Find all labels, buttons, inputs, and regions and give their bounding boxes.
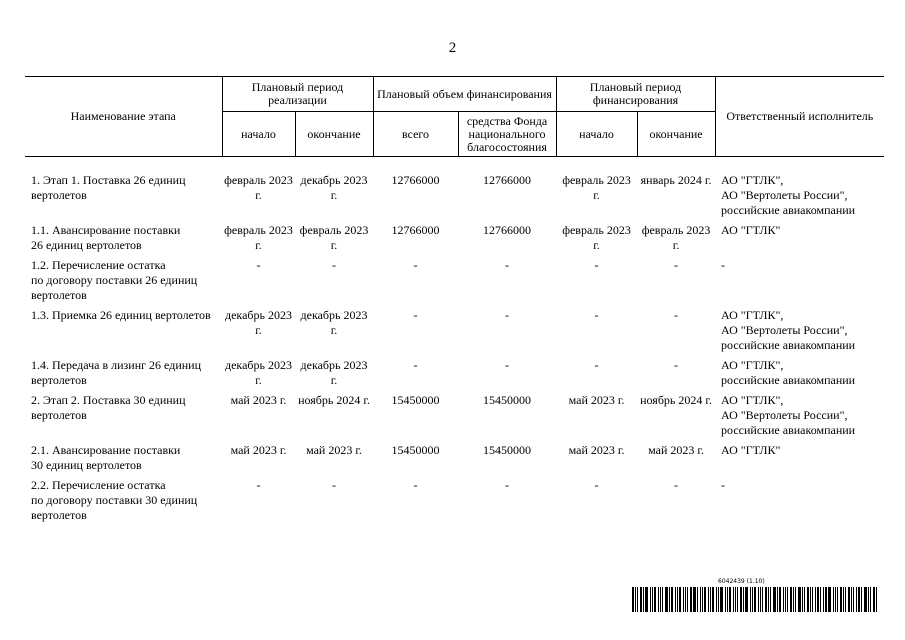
barcode xyxy=(632,579,882,612)
cell-fund: - xyxy=(505,258,510,272)
cell-responsible: - xyxy=(721,478,726,492)
cell-responsible: АО "ГТЛК", АО "Вертолеты России", российские авиакомпании xyxy=(721,173,856,217)
cell-fin-start: май 2023 г. xyxy=(568,443,625,457)
cell-total: - xyxy=(413,308,418,322)
cell-fin-start: февраль 2023 г. xyxy=(562,173,631,202)
header-stage-name: Наименование этапа xyxy=(25,77,222,157)
header-fin-end: окончание xyxy=(637,112,715,157)
header-fund-source: средства Фонда национального благосостояния xyxy=(458,112,556,157)
cell-total: - xyxy=(413,258,418,272)
cell-impl-start: декабрь 2023 г. xyxy=(225,358,292,387)
cell-impl-end: декабрь 2023 г. xyxy=(300,173,368,202)
cell-impl-start: май 2023 г. xyxy=(230,443,287,457)
header-funding-volume: Плановый объем финансирования xyxy=(373,77,556,112)
cell-impl-end: - xyxy=(332,258,336,272)
table-row xyxy=(25,478,884,528)
cell-impl-end: декабрь 2023 г. xyxy=(300,308,368,337)
table-row xyxy=(25,443,884,478)
cell-fin-start: - xyxy=(594,358,599,372)
barcode-bars xyxy=(632,587,882,612)
cell-name: 2.1. Авансирование поставки 30 единиц вертолетов xyxy=(31,443,181,472)
cell-fin-start: - xyxy=(594,258,599,272)
cell-name: 2.2. Перечисление остатка по договору поставки 30 единиц вертолетов xyxy=(31,478,198,522)
cell-fin-start: февраль 2023 г. xyxy=(562,223,631,252)
cell-fin-start: - xyxy=(594,478,599,492)
cell-impl-end: декабрь 2023 г. xyxy=(300,358,368,387)
cell-fin-end: - xyxy=(674,478,679,492)
cell-responsible: АО "ГТЛК" xyxy=(721,443,781,457)
cell-fin-end: май 2023 г. xyxy=(648,443,704,457)
cell-total: 12766000 xyxy=(391,173,440,187)
cell-fin-end: - xyxy=(674,358,679,372)
cell-fin-end: - xyxy=(674,308,679,322)
cell-fin-end: ноябрь 2024 г. xyxy=(640,393,712,407)
cell-name: 1.2. Перечисление остатка по договору поставки 26 единиц вертолетов xyxy=(31,258,198,302)
cell-impl-end: - xyxy=(332,478,336,492)
cell-impl-end: февраль 2023 г. xyxy=(299,223,369,252)
cell-impl-start: февраль 2023 г. xyxy=(224,173,293,202)
cell-responsible: АО "ГТЛК" xyxy=(721,223,781,237)
cell-total: 15450000 xyxy=(391,443,440,457)
header-impl-start: начало xyxy=(222,112,295,157)
cell-impl-start: февраль 2023 г. xyxy=(224,223,293,252)
cell-fund: 12766000 xyxy=(483,173,532,187)
table-row xyxy=(25,393,884,443)
cell-fund: - xyxy=(505,308,510,322)
cell-impl-start: - xyxy=(256,478,261,492)
cell-name: 1.3. Приемка 26 единиц вертолетов xyxy=(31,308,211,322)
cell-fund: - xyxy=(505,478,510,492)
table-row xyxy=(25,258,884,308)
cell-fin-end: - xyxy=(674,258,679,272)
cell-fin-end: январь 2024 г. xyxy=(640,173,712,187)
header-impl-end: окончание xyxy=(295,112,373,157)
header-total: всего xyxy=(373,112,458,157)
cell-fin-start: май 2023 г. xyxy=(568,393,625,407)
cell-impl-start: май 2023 г. xyxy=(230,393,287,407)
cell-fin-start: - xyxy=(594,308,599,322)
table-row xyxy=(25,308,884,358)
cell-responsible: АО "ГТЛК", российские авиакомпании xyxy=(721,358,856,387)
table-row xyxy=(25,358,884,393)
cell-impl-start: декабрь 2023 г. xyxy=(225,308,292,337)
cell-name: 2. Этап 2. Поставка 30 единиц вертолетов xyxy=(31,393,186,422)
cell-impl-start: - xyxy=(256,258,261,272)
cell-fin-end: февраль 2023 г. xyxy=(641,223,711,252)
cell-fund: 15450000 xyxy=(483,443,532,457)
cell-fund: - xyxy=(505,358,510,372)
cell-name: 1.1. Авансирование поставки 26 единиц вертолетов xyxy=(31,223,181,252)
page-number: 2 xyxy=(448,40,457,56)
cell-impl-end: май 2023 г. xyxy=(306,443,362,457)
cell-responsible: АО "ГТЛК", АО "Вертолеты России", российские авиакомпании xyxy=(721,308,856,352)
header-funding-period: Плановый период финансирования xyxy=(556,77,715,112)
header-impl-period: Плановый период реализации xyxy=(222,77,373,112)
table-row xyxy=(25,157,884,224)
cell-responsible: - xyxy=(721,258,726,272)
cell-fund: 12766000 xyxy=(483,223,532,237)
header-responsible: Ответственный исполнитель xyxy=(715,77,884,157)
cell-name: 1. Этап 1. Поставка 26 единиц вертолетов xyxy=(31,173,186,202)
cell-total: - xyxy=(413,478,418,492)
cell-impl-end: ноябрь 2024 г. xyxy=(298,393,370,407)
cell-fund: 15450000 xyxy=(483,393,532,407)
stages-table xyxy=(25,76,884,528)
table-row xyxy=(25,223,884,258)
cell-name: 1.4. Передача в лизинг 26 единиц вертолетов xyxy=(31,358,202,387)
barcode-label: 6042439 (1.10) xyxy=(718,578,765,585)
cell-total: 15450000 xyxy=(391,393,440,407)
header-fin-start: начало xyxy=(556,112,637,157)
cell-total: - xyxy=(413,358,418,372)
cell-responsible: АО "ГТЛК", АО "Вертолеты России", российские авиакомпании xyxy=(721,393,856,437)
cell-total: 12766000 xyxy=(391,223,440,237)
